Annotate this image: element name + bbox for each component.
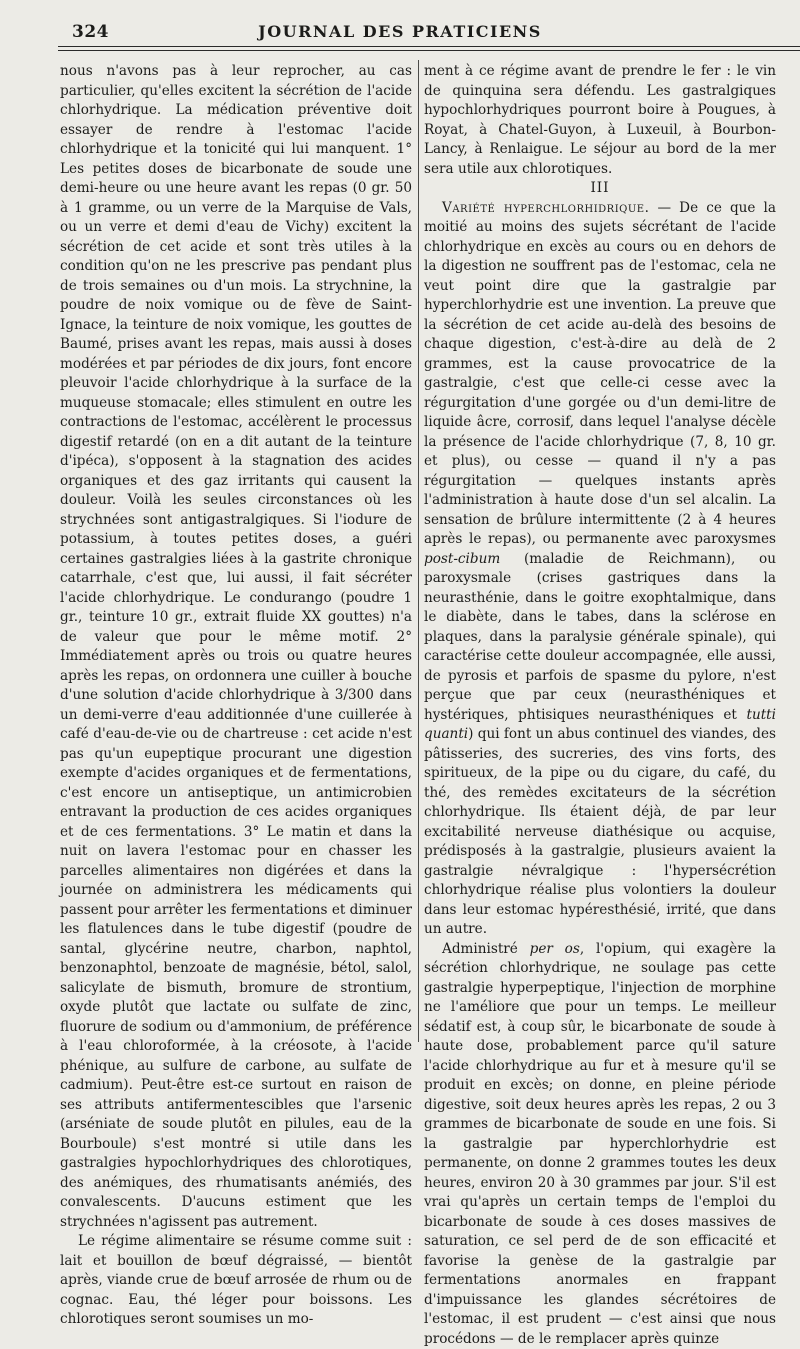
text-run: — De ce que la moitié au moins des sujets sécrétant de l'acide chlorhydrique en excès au cours ou en dehors de la digestion ne souffrent pas de l'estomac, cela ne veut point dire que la gastralgie par hyperchlorhydrie est une invention. La preuve que la sécrétion de cet acide au-delà des besoins de chaque digestion, c'est-à-dire au delà de 2 grammes, est la cause provocatrice de la gastralgie, c'est que celle-ci cesse avec la régurgitation d'une gorgée ou d'un demi-litre de liquide âcre, corrosif, dans lequel l'analyse décèle la présence de l'acide chlorhydrique (7, 8, 10 gr. et plus), ou cesse — quand il n'y a pas régurgitation — quelques instants après l'administration à haute dose d'un sel alcalin. La sensation de brûlure intermittente (2 à 4 heures après le repas), ou permanente avec paroxysmes	[424, 200, 776, 548]
running-title: JOURNAL DES PRATICIENS	[0, 22, 800, 41]
italic-term: per os	[530, 941, 580, 957]
page-number: 324	[72, 22, 109, 42]
text-run: Administré	[442, 941, 530, 957]
section-heading: Variété hyperchlorhidrique.	[442, 200, 649, 216]
section-number: III	[424, 179, 776, 199]
right-paragraph-3	[424, 940, 776, 1349]
right-column	[424, 62, 776, 1042]
right-paragraph-1: ment à ce régime avant de prendre le fer : le vin de quinquina sera défendu. Les gastralgiques hypochlorhydriques pourront boire à Pougues, à Royat, à Chatel-Guyon, à Luxeuil, à Bourbon-Lancy, à Renlaigue. Le séjour au bord de la mer sera utile aux chlorotiques.	[424, 62, 776, 179]
header-rule	[58, 46, 800, 47]
column-divider	[418, 60, 419, 1042]
left-column	[60, 62, 412, 1042]
text-run: (maladie de Reichmann), ou paroxysmale (crises gastriques dans la neurasthénie, dans le goitre exophtalmique, dans le diabète, dans le tabes, dans la sclérose en plaques, dans la paralysie générale spinale), qui caractérise cette douleur accompagnée, elle aussi, de pyrosis et parfois de spasme du pylore, n'est perçue que par ceux (neurasthéniques et hystériques, phtisiques neurasthéniques et	[424, 551, 776, 723]
text-run: , l'opium, qui exagère la sécrétion chlorhydrique, ne soulage pas cette gastralgie hyperpeptique, l'injection de morphine ne l'améliore que pour un temps. Le meilleur sédatif est, à coup sûr, le bicarbonate de soude à haute dose, probablement parce qu'il sature l'acide chlorhydrique au fur et à mesure qu'il se produit en excès; on donne, en pleine période digestive, soit deux heures après les repas, 2 ou 3 grammes de bicarbonate de soude en une fois. Si la gastralgie par hyperchlorhydrie est permanente, on donne 2 grammes toutes les deux heures, environ 20 à 30 grammes par jour. S'il est vrai qu'après un certain temps de l'emploi du bicarbonate de soude à ces doses massives de saturation, ce sel perd de de son efficacité et favorise la genèse de la gastralgie par fermentations anormales en frappant d'impuissance les glandes sécrétoires de l'estomac, il est prudent — c'est ainsi que nous procédons — de le remplacer après quinze	[424, 941, 776, 1347]
left-paragraph-1: nous n'avons pas à leur reprocher, au cas particulier, qu'elles excitent la sécrétion de l'acide chlorhydrique. La médication préventive doit essayer de rendre à l'estomac l'acide chlorhydrique et la tonicité qui lui manquent. 1° Les petites doses de bicarbonate de soude une demi-heure ou une heure avant les repas (0 gr. 50 à 1 gramme, ou un verre de la Marquise de Vals, ou un verre et demi d'eau de Vichy) excitent la sécrétion de cet acide et sont très utiles à la condition qu'on ne les prescrive pas pendant plus de trois semaines ou d'un mois. La strychnine, la poudre de noix vomique ou de fève de Saint-Ignace, la teinture de noix vomique, les gouttes de Baumé, prises avant les repas, mais aussi à doses modérées et par périodes de dix jours, font encore pleuvoir l'acide chlorhydrique à la surface de la muqueuse stomacale; elles stimulent en outre les contractions de l'estomac, accélèrent le processus digestif retardé (on en a dit autant de la teinture d'ipéca), s'opposent à la stagnation des acides organiques et des gaz irritants qui causent la douleur. Voilà les seules circonstances où les strychnées sont antigastralgiques. Si l'iodure de potassium, à toutes petites doses, a guéri certaines gastralgies liées à la gastrite chronique catarrhale, c'est que, lui aussi, il fait sécréter l'acide chlorhydrique. Le condurango (poudre 1 gr., teinture 10 gr., extrait fluide XX gouttes) n'a de valeur que pour le même motif. 2° Immédiatement après ou trois ou quatre heures après les repas, on ordonnera une cuiller à bouche d'une solution d'acide chlorhydrique à 3/300 dans un demi-verre d'eau additionnée d'une cuillerée à café d'eau-de-vie ou de chartreuse : cet acide n'est pas qu'un eupeptique procurant une digestion exempte d'acides organiques et de fermentations, c'est encore un antiseptique, un antimicrobien entravant la production de ces acides organiques et de ces fermentations. 3° Le matin et dans la nuit on lavera l'estomac pour en chasser les parcelles alimentaires non digérées et dans la journée on administrera les médicaments qui passent pour arrêter les fermentations et diminuer les flatulences dans le tube digestif (poudre de santal, glycérine neutre, charbon, naphtol, benzonaphtol, benzoate de magnésie, bétol, salol, salicylate de bismuth, bromure de strontium, oxyde plutôt que lactate ou sulfate de zinc, fluorure de sodium ou d'ammonium, de préférence à l'eau chloroformée, à la créosote, à l'acide phénique, au sulfure de carbone, au sulfate de cadmium). Peut-être est-ce surtout en raison de ses attributs antifermentescibles que l'arsenic (arséniate de soude plutôt en pilules, eau de la Bourboule) s'est montré si utile dans les gastralgies hypochlorhydriques des chlorotiques, des anémiques, des rhumatisants anémiés, des convalescents. D'aucuns estiment que les strychnées n'agissent pas autrement.	[60, 62, 412, 1232]
right-paragraph-2	[424, 199, 776, 940]
header-rule-thin	[58, 50, 800, 51]
italic-term: post-cibum	[424, 551, 500, 567]
italic-term: tutti quanti	[424, 707, 776, 743]
left-paragraph-2: Le régime alimentaire se résume comme suit : lait et bouillon de bœuf dégraissé, — bientôt après, viande crue de bœuf arrosée de rhum ou de cognac. Eau, thé léger pour boissons. Les chlorotiques seront soumises un mo-	[60, 1232, 412, 1330]
text-run: ) qui font un abus continuel des viandes, des pâtisseries, des sucreries, des vins forts, des spiritueux, de la pipe ou du cigare, du café, du thé, des remèdes excitateurs de la sécrétion chlorhydrique. Ils étaient déjà, de par leur excitabilité nerveuse diathésique ou acquise, prédisposés à la gastralgie, plusieurs avaient la gastralgie névralgique : l'hypersécrétion chlorhydrique réalise plus volontiers la douleur dans leur estomac hypéresthésié, irrité, que dans un autre.	[424, 726, 776, 937]
